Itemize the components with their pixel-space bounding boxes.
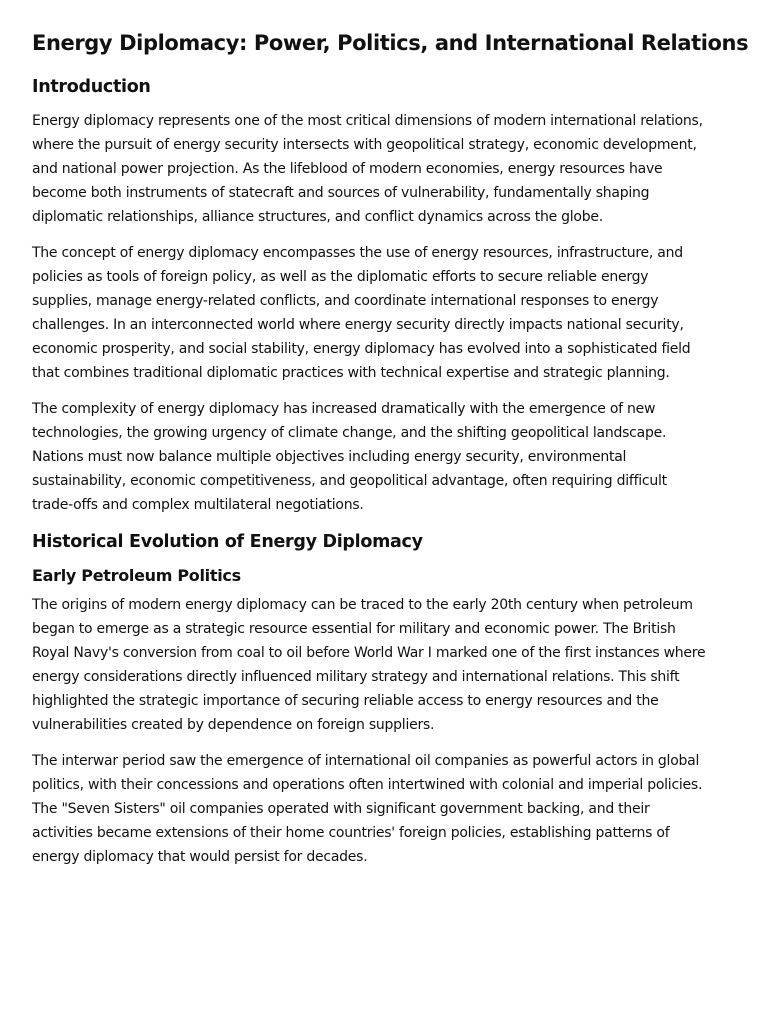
introduction-paragraph-1: Energy diplomacy represents one of the most critical dimensions of modern international relations, where the pursuit of energy security intersects with geopolitical strategy, economic development, and national power projection. As the lifeblood of modern economies, energy resources have become both instruments of statecraft and sources of vulnerability, fundamentally shaping diplomatic relationships, alliance structures, and conflict dynamics across the globe. [32,113,703,225]
early-petroleum-paragraph-2: The interwar period saw the emergence of international oil companies as powerful actors in global politics, with their concessions and operations often intertwined with colonial and imperial policies. The "Seven Sisters" oil companies operated with significant government backing, and their activities became extensions of their home countries' foreign policies, establishing patterns of energy diplomacy that would persist for decades. [32,753,703,865]
early-petroleum-subsection [32,564,708,869]
document-title: Energy Diplomacy: Power, Politics, and International Relations [32,31,749,55]
introduction-heading: Introduction [32,77,151,97]
early-petroleum-heading: Early Petroleum Politics [32,566,241,585]
introduction-paragraph-2: The concept of energy diplomacy encompasses the use of energy resources, infrastructure, and policies as tools of foreign policy, as well as the diplomatic efforts to secure reliable energy supplies, manage energy-related conflicts, and coordinate international responses to energy challenges. In an interconnected world where energy security directly impacts national security, economic prosperity, and social stability, energy diplomacy has evolved into a sophisticated field that combines traditional diplomatic practices with technical expertise and strategic planning. [32,245,691,381]
introduction-paragraph-3: The complexity of energy diplomacy has increased dramatically with the emergence of new technologies, the growing urgency of climate change, and the shifting geopolitical landscape. Nations must now balance multiple objectives including energy security, environmental sustainability, economic competitiveness, and geopolitical advantage, often requiring difficult trade-offs and complex multilateral negotiations. [32,401,667,513]
introduction-section [32,74,708,517]
historical-evolution-section [32,529,708,869]
early-petroleum-paragraph-1: The origins of modern energy diplomacy can be traced to the early 20th century when petroleum began to emerge as a strategic resource essential for military and economic power. The British Royal Navy's conversion from coal to oil before World War I marked one of the first instances where energy considerations directly influenced military strategy and international relations. This shift highlighted the strategic importance of securing reliable access to energy resources and the vulnerabilities created by dependence on foreign suppliers. [32,597,706,733]
historical-evolution-heading: Historical Evolution of Energy Diplomacy [32,532,423,552]
